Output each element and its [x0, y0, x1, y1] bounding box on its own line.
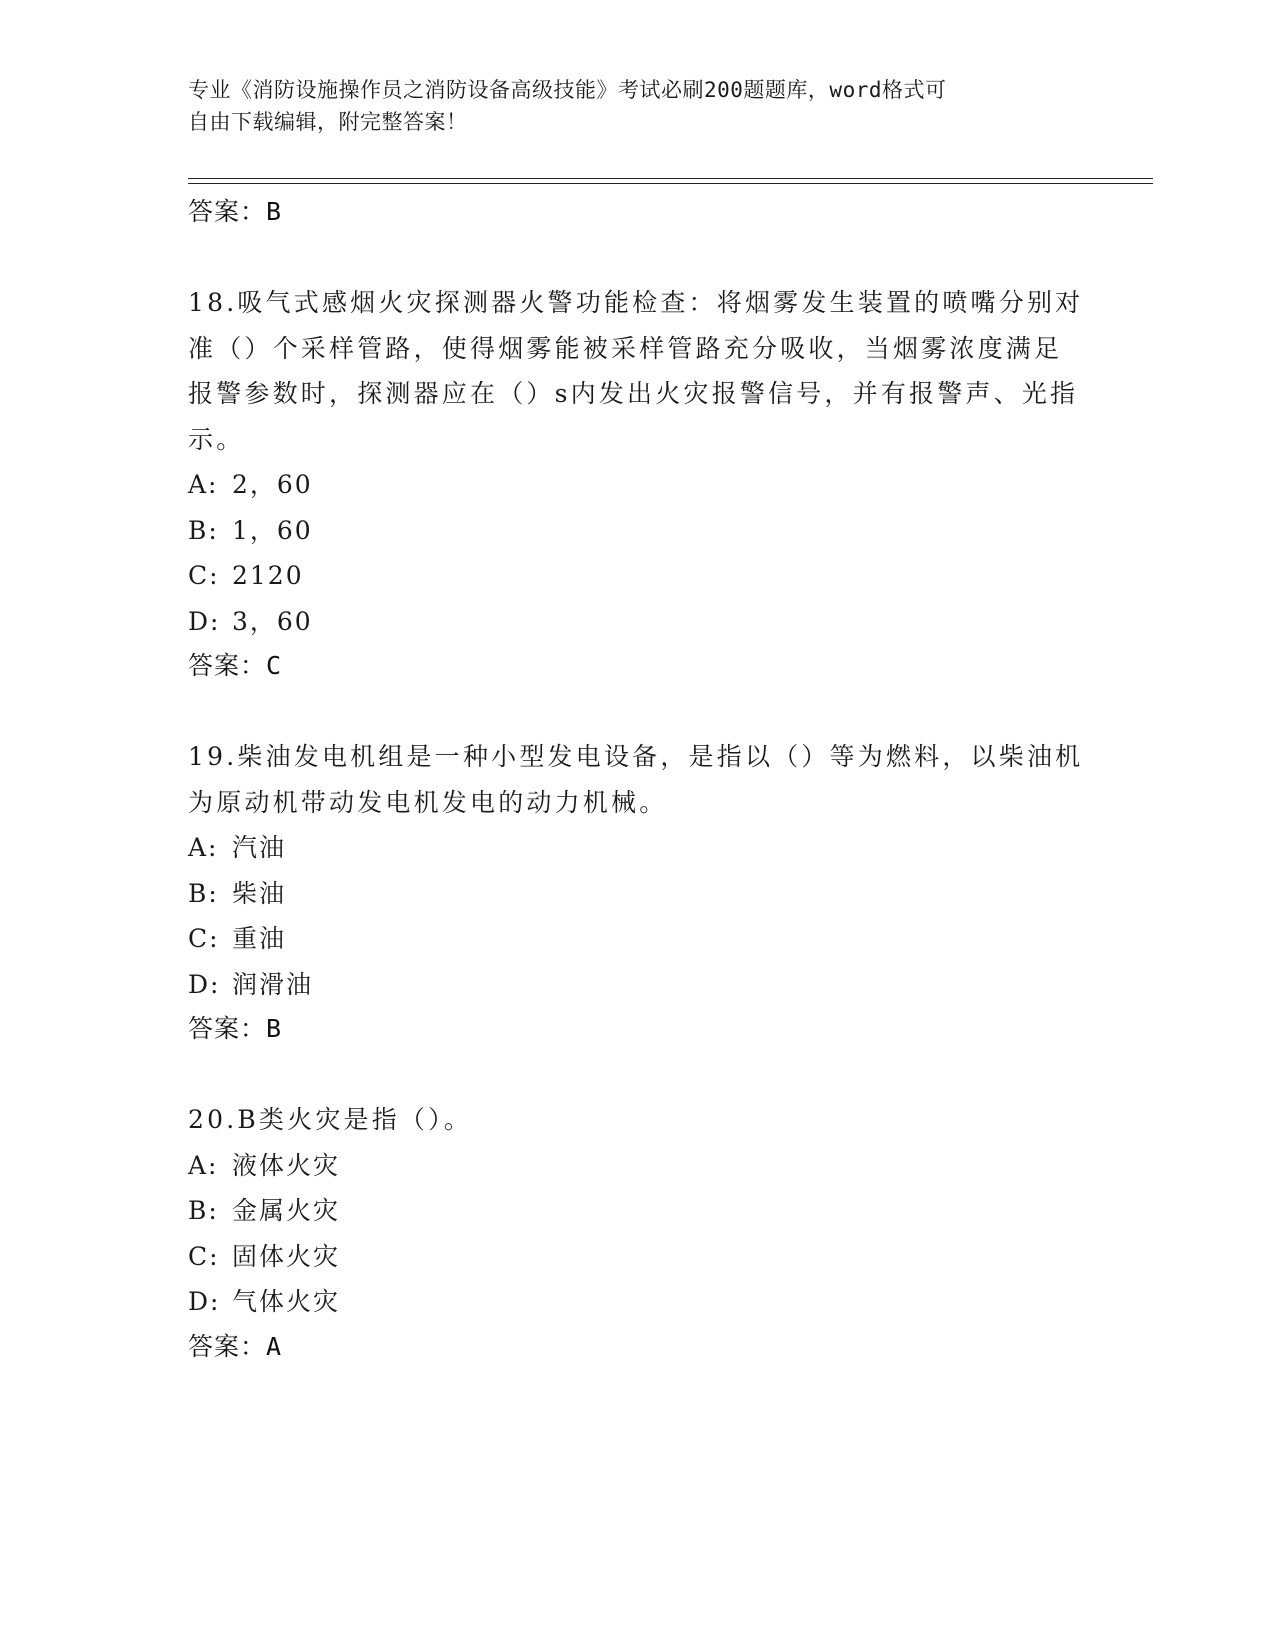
option-b	[188, 508, 1088, 554]
option-letter: B:	[188, 878, 219, 908]
option-text: 1，60	[232, 515, 313, 545]
option-letter: A:	[188, 833, 219, 862]
option-c	[188, 1234, 1088, 1280]
option-text: 固体火灾	[232, 1241, 341, 1271]
option-letter: D:	[188, 969, 221, 999]
option-b	[188, 1188, 1088, 1234]
option-text: 柴油	[232, 878, 287, 908]
option-text: 润滑油	[232, 969, 314, 999]
question-18	[188, 280, 1088, 688]
option-a	[188, 825, 1088, 871]
option-letter: B:	[188, 1196, 219, 1225]
option-a	[188, 462, 1088, 508]
previous-answer: 答案：B	[188, 197, 283, 226]
question-answer: 答案：A	[188, 1331, 283, 1361]
option-text: 重油	[232, 924, 287, 953]
option-text: 汽油	[232, 833, 287, 862]
header-line-1: 专业《消防设施操作员之消防设备高级技能》考试必刷200题题库，word格式可	[188, 78, 947, 102]
option-letter: A:	[188, 1150, 219, 1180]
option-c	[188, 553, 1088, 599]
option-letter: B:	[188, 515, 219, 545]
question-19	[188, 734, 1088, 1051]
option-text: 2，60	[232, 470, 313, 499]
option-text: 2120	[232, 561, 304, 590]
question-answer: 答案：B	[188, 1014, 283, 1043]
option-d	[188, 1279, 1088, 1325]
option-letter: D:	[188, 1287, 221, 1316]
question-stem: 20.B类火灾是指（）。	[188, 1105, 473, 1134]
header-divider-top	[188, 178, 1153, 179]
option-letter: D:	[188, 606, 221, 636]
option-a	[188, 1143, 1088, 1189]
option-d	[188, 962, 1088, 1008]
option-c	[188, 916, 1088, 962]
question-20	[188, 1097, 1088, 1369]
option-text: 气体火灾	[232, 1287, 341, 1316]
question-stem: 19.柴油发电机组是一种小型发电设备，是指以（）等为燃料，以柴油机为原动机带动发电机发电的动力机械。	[188, 742, 1084, 817]
option-letter: C:	[188, 924, 220, 953]
option-b	[188, 871, 1088, 917]
option-text: 3，60	[232, 606, 313, 636]
question-stem: 18.吸气式感烟火灾探测器火警功能检查：将烟雾发生装置的喷嘴分别对准（）个采样管路，使得烟雾能被采样管路充分吸收，当烟雾浓度满足报警参数时，探测器应在（）s内发出火灾报警信号，并有报警声、光指示。	[188, 288, 1084, 454]
option-letter: C:	[188, 561, 220, 590]
option-letter: C:	[188, 1241, 220, 1271]
option-letter: A:	[188, 470, 219, 499]
option-text: 液体火灾	[232, 1150, 341, 1180]
option-d	[188, 599, 1088, 645]
question-answer: 答案：C	[188, 651, 283, 680]
option-text: 金属火灾	[232, 1196, 341, 1225]
document-body	[188, 190, 1088, 1369]
header-line-2: 自由下载编辑，附完整答案！	[188, 110, 468, 134]
header-divider-bottom	[188, 183, 1153, 184]
document-header	[188, 74, 1088, 138]
